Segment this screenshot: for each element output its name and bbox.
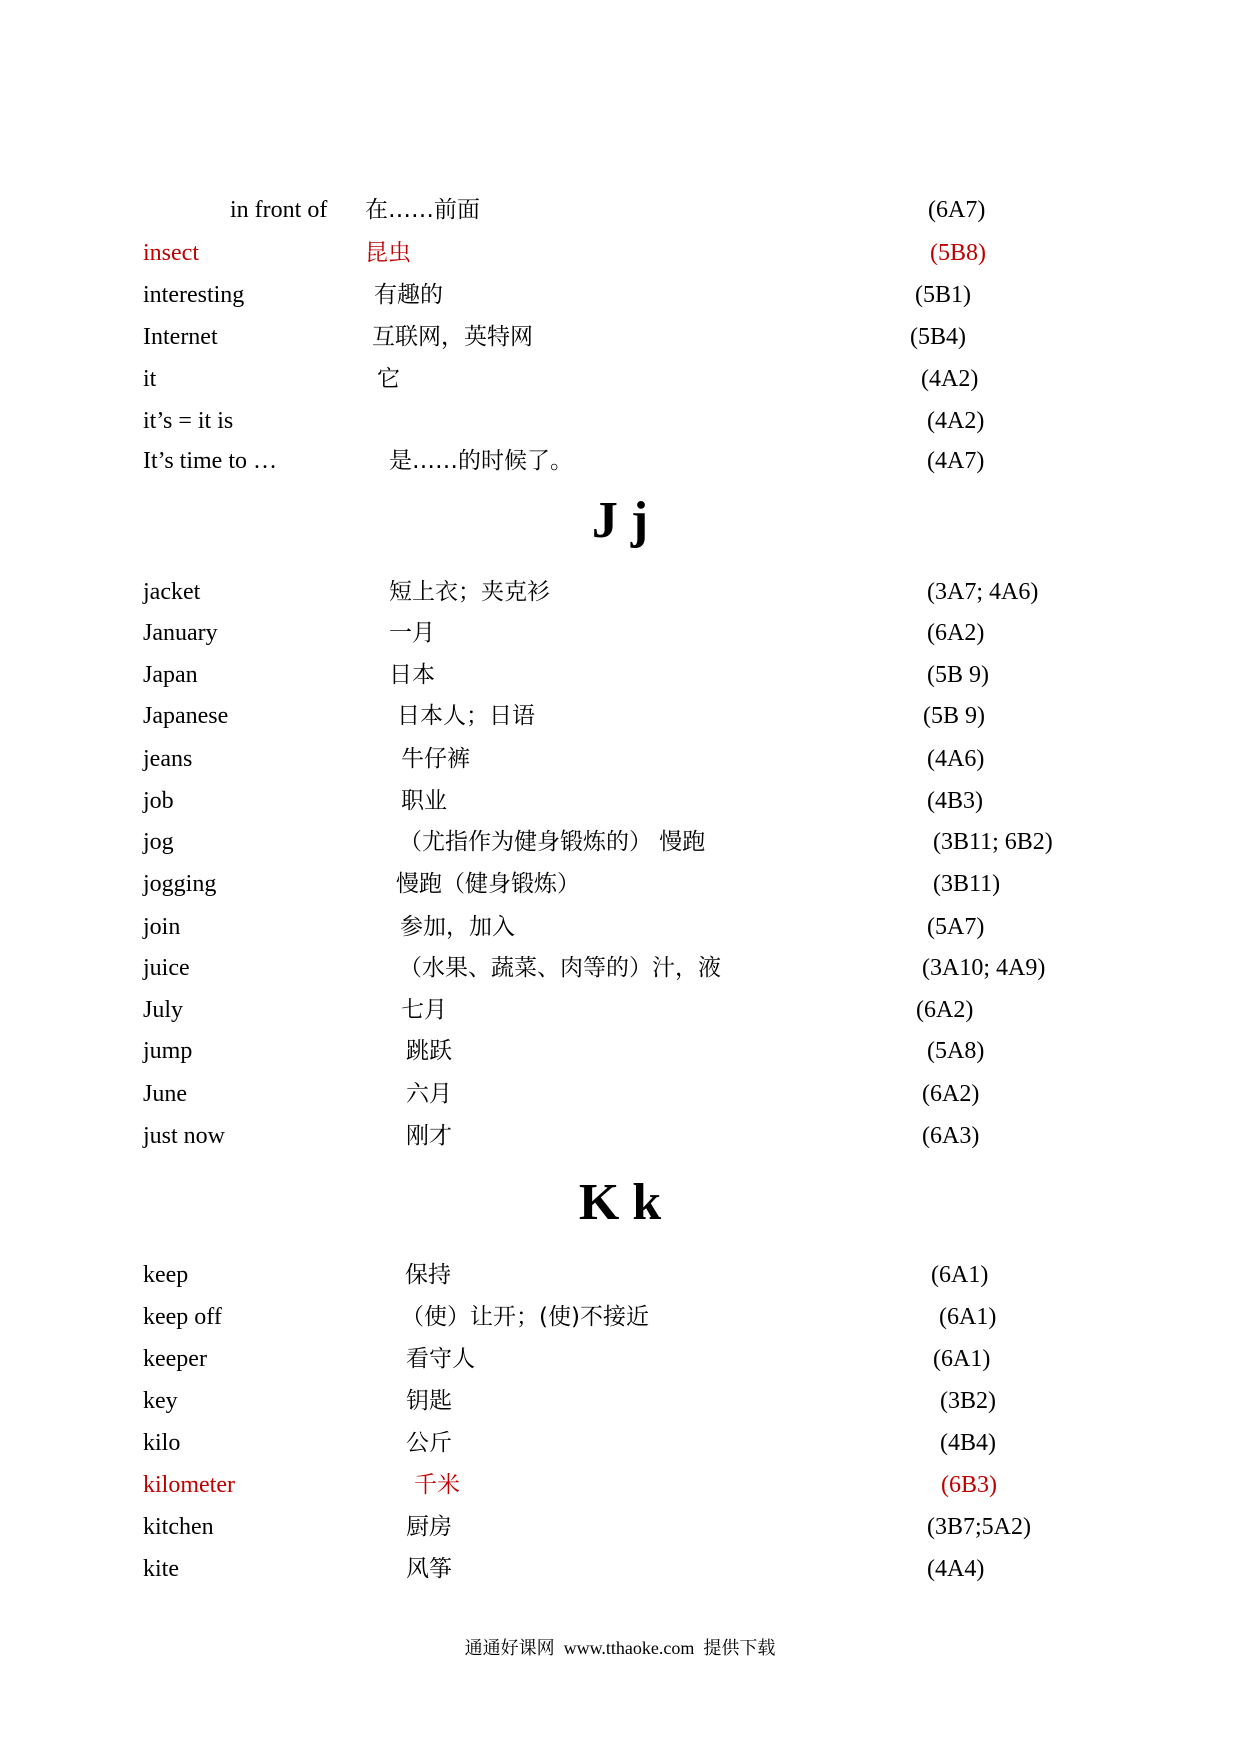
entry-word: key: [143, 1388, 178, 1414]
entry-meaning: 钥匙: [406, 1388, 452, 1414]
entry-unit: (6B3): [941, 1472, 997, 1498]
entry-meaning: 是……的时候了。: [389, 448, 573, 474]
entry-row: [0, 1080, 1240, 1108]
entry-row: [0, 619, 1240, 647]
entry-row: [0, 1122, 1240, 1150]
entry-word: Japanese: [143, 703, 229, 729]
entry-meaning: 互联网，英特网: [372, 324, 533, 350]
entry-unit: (6A1): [933, 1346, 991, 1372]
entry-word: job: [143, 788, 174, 814]
section-heading-j: J j: [591, 492, 649, 549]
entry-word: It’s time to …: [143, 448, 277, 474]
entry-row: [0, 239, 1240, 267]
entry-word: it: [143, 366, 157, 392]
entry-meaning: 昆虫: [365, 240, 411, 266]
entry-meaning: 职业: [401, 788, 447, 814]
entry-unit: (5B1): [915, 282, 971, 308]
entry-unit: (4B3): [927, 788, 983, 814]
entry-row: [0, 196, 1240, 224]
entry-unit: (4A2): [921, 366, 979, 392]
entry-word: juice: [143, 955, 190, 981]
entry-meaning: 有趣的: [374, 282, 443, 308]
entry-meaning: 跳跃: [406, 1038, 452, 1064]
entry-meaning: （水果、蔬菜、肉等的）汁，液: [399, 955, 721, 981]
entry-word: it’s = it is: [143, 408, 234, 434]
entry-word: keep off: [143, 1304, 222, 1330]
entry-meaning: 刚才: [406, 1123, 452, 1149]
entry-unit: (5B4): [910, 324, 966, 350]
entry-meaning: 看守人: [406, 1346, 475, 1372]
entry-row: [0, 1513, 1240, 1541]
entry-word: jog: [143, 829, 174, 855]
entry-row: [0, 447, 1240, 475]
entry-row: [0, 1387, 1240, 1415]
entry-row: [0, 996, 1240, 1024]
entry-word: jogging: [143, 871, 217, 897]
entry-row: [0, 745, 1240, 773]
entry-unit: (5B8): [930, 240, 986, 266]
entry-unit: (3B2): [940, 1388, 996, 1414]
entry-row: [0, 702, 1240, 730]
entry-meaning: 短上衣；夹克衫: [389, 579, 550, 605]
entry-row: [0, 281, 1240, 309]
entry-meaning: 一月: [389, 620, 435, 646]
entry-row: [0, 1555, 1240, 1583]
entry-unit: (4B4): [940, 1430, 996, 1456]
entry-word: keeper: [143, 1346, 207, 1372]
entry-word: kilo: [143, 1430, 181, 1456]
entry-row: [0, 365, 1240, 393]
entry-row: [0, 787, 1240, 815]
entry-row: [0, 954, 1240, 982]
entry-word: insect: [143, 240, 199, 266]
entry-row: [0, 323, 1240, 351]
entry-unit: (6A2): [916, 997, 974, 1023]
entry-row: [0, 870, 1240, 898]
entry-meaning: 厨房: [406, 1514, 452, 1540]
entry-word: Internet: [143, 324, 218, 350]
entry-meaning: （使）让开；(使)不接近: [401, 1304, 649, 1330]
entry-unit: (6A3): [922, 1123, 980, 1149]
entry-meaning: 日本: [389, 662, 435, 688]
section-heading-k: K k: [578, 1174, 662, 1231]
entry-unit: (4A7): [927, 448, 985, 474]
entry-word: kitchen: [143, 1514, 214, 1540]
entry-meaning: 参加，加入: [400, 914, 515, 940]
entry-meaning: 牛仔裤: [401, 746, 470, 772]
entry-word: in front of: [230, 197, 328, 223]
entry-unit: (4A2): [927, 408, 985, 434]
entry-unit: (5A8): [927, 1038, 985, 1064]
entry-meaning: 七月: [401, 997, 447, 1023]
entry-word: June: [143, 1081, 187, 1107]
entry-meaning: 千米: [414, 1472, 460, 1498]
entry-row: [0, 828, 1240, 856]
entry-word: January: [143, 620, 218, 646]
entry-unit: (6A1): [939, 1304, 997, 1330]
entry-unit: (4A6): [927, 746, 985, 772]
entry-row: [0, 578, 1240, 606]
entry-unit: (3B7;5A2): [927, 1514, 1031, 1540]
entry-word: kite: [143, 1556, 179, 1582]
entry-word: interesting: [143, 282, 245, 308]
entry-row: [0, 913, 1240, 941]
entry-row: [0, 1303, 1240, 1331]
entry-row: [0, 1471, 1240, 1499]
entry-word: jeans: [143, 746, 193, 772]
entry-word: kilometer: [143, 1472, 235, 1498]
entry-word: join: [143, 914, 181, 940]
page-footer: 通通好课网 www.tthaoke.com 提供下载: [464, 1638, 776, 1658]
entry-meaning: 日本人；日语: [397, 703, 535, 729]
entry-unit: (6A2): [927, 620, 985, 646]
entry-meaning: （尤指作为健身锻炼的） 慢跑: [399, 829, 706, 855]
entry-word: jacket: [143, 579, 201, 605]
entry-unit: (5A7): [927, 914, 985, 940]
entry-unit: (4A4): [927, 1556, 985, 1582]
entry-unit: (3A10; 4A9): [922, 955, 1046, 981]
entry-unit: (6A7): [928, 197, 986, 223]
entry-meaning: 它: [377, 366, 400, 392]
entry-unit: (3B11): [933, 871, 1001, 897]
entry-unit: (5B 9): [927, 662, 989, 688]
entry-meaning: 保持: [405, 1262, 451, 1288]
entry-meaning: 六月: [406, 1081, 452, 1107]
entry-unit: (3B11; 6B2): [933, 829, 1053, 855]
entry-row: [0, 1429, 1240, 1457]
entry-word: keep: [143, 1262, 189, 1288]
entry-meaning: 公斤: [406, 1430, 452, 1456]
entry-row: [0, 661, 1240, 689]
entry-unit: (6A1): [931, 1262, 989, 1288]
entry-meaning: 慢跑（健身锻炼）: [396, 871, 580, 897]
entry-word: just now: [143, 1123, 226, 1149]
entry-meaning: 风筝: [406, 1556, 452, 1582]
entry-row: [0, 1345, 1240, 1373]
entry-row: [0, 407, 1240, 435]
entry-meaning: 在……前面: [365, 197, 480, 223]
entry-unit: (6A2): [922, 1081, 980, 1107]
entry-word: July: [143, 997, 184, 1023]
entry-row: [0, 1037, 1240, 1065]
entry-word: jump: [143, 1038, 193, 1064]
entry-unit: (3A7; 4A6): [927, 579, 1039, 605]
entry-row: [0, 1261, 1240, 1289]
entry-word: Japan: [143, 662, 198, 688]
entry-unit: (5B 9): [923, 703, 985, 729]
